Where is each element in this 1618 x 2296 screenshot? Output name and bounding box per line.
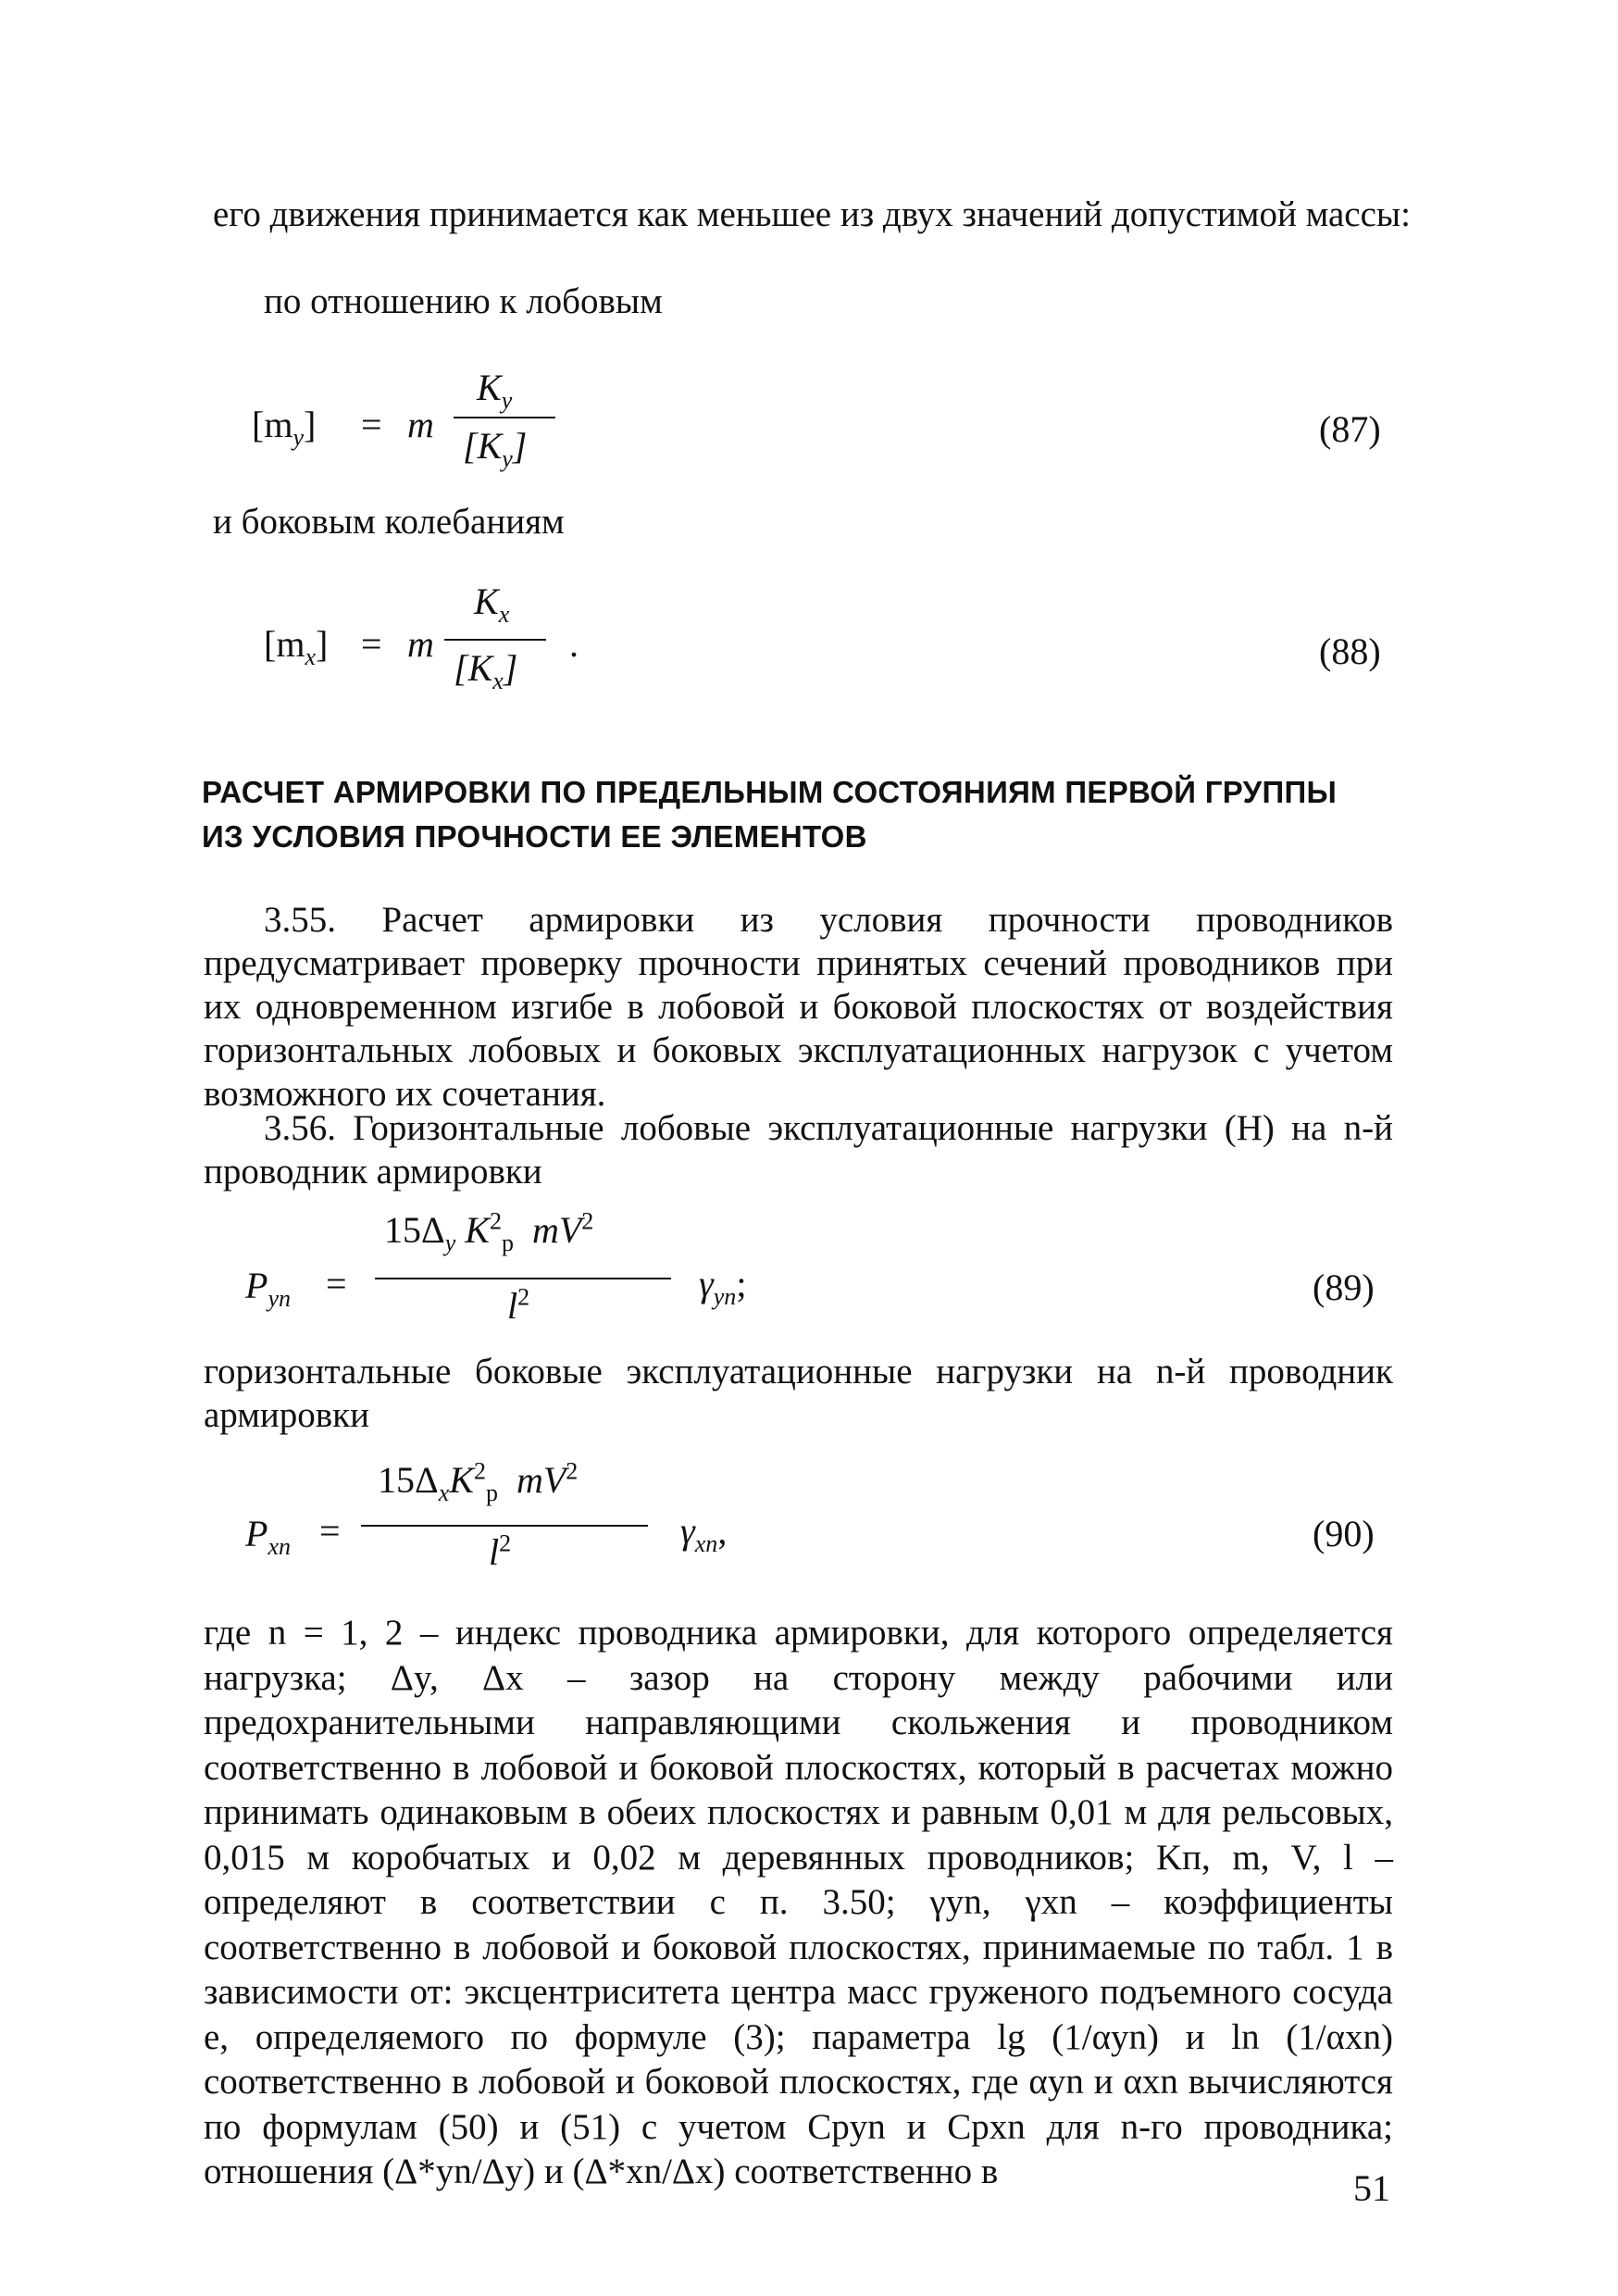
intro-paragraph: его движения принимается как меньшее из двух значений допустимой массы: [213,194,1411,234]
eq88-fraction-bar [444,639,546,641]
eq87-number: (87) [1319,408,1381,450]
eq89-lhs: $P_{yn}$ [245,1265,291,1312]
eq88-number: (88) [1319,630,1381,672]
equation-87 [0,361,1618,491]
eq87-denominator: $[K_y]$ [463,425,528,472]
eq90-numerator: $15\Delta_xK^2_p$ $mV^2$ [378,1457,579,1506]
section-heading-line-2: ИЗ УСЛОВИЯ ПРОЧНОСТИ ЕЕ ЭЛЕМЕНТОВ [202,819,867,854]
paragraph-3-55: 3.55. Расчет армировки из условия прочности проводников предусматривает проверку прочности принятых сечений проводников при их одновременном изгибе в лобовой и боковой плоскостях от воздействия горизонтальных лобовых и боковых эксплуатационных нагрузок с учетом возможного их сочетания. [204,900,1393,1114]
eq88-lhs: $[m_x]$ [264,623,329,670]
eq88-numerator: $K_x$ [474,580,510,628]
line-side-oscillations: и боковым колебаниям [213,502,565,542]
page-number: 51 [1353,2167,1390,2209]
equation-90 [0,1458,1618,1597]
eq89-numerator: $15\Delta_y$ $K^2_p$ $mV^2$ [384,1207,594,1256]
eq88-m: m [407,623,434,665]
equation-88 [0,574,1618,704]
eq87-fraction-bar [454,417,555,418]
section-heading-line-1: РАСЧЕТ АРМИРОВКИ ПО ПРЕДЕЛЬНЫМ СОСТОЯНИЯМ ПЕРВОЙ ГРУППЫ [202,775,1338,809]
eq90-gamma: $\gamma_{xn}$, [680,1510,728,1557]
eq87-equals: = [361,404,382,445]
eq88-denominator: $[K_x]$ [454,647,518,694]
eq90-fraction-bar [361,1525,648,1527]
paragraph-side-loads: горизонтальные боковые эксплуатационные нагрузки на n-й проводник армировки [204,1352,1393,1435]
eq89-gamma: $\gamma_{yn}$; [699,1263,747,1310]
eq87-m: m [407,404,434,445]
eq90-lhs: $P_{xn}$ [245,1513,291,1560]
eq90-equals: = [319,1510,341,1552]
eq89-fraction-bar [375,1278,671,1279]
eq88-period: . [569,623,579,665]
eq88-equals: = [361,623,382,665]
equation-89 [0,1208,1618,1347]
eq90-number: (90) [1313,1513,1375,1554]
paragraph-3-56: 3.56. Горизонтальные лобовые эксплуатационные нагрузки (Н) на n-й проводник армировки [204,1108,1393,1192]
eq89-equals: = [326,1263,347,1304]
eq89-denominator: $l^2$ [507,1283,530,1327]
paragraph-definitions: где n = 1, 2 – индекс проводника армировки, для которого определяется нагрузка; Δy, Δx – зазор на сторону между рабочими или предохранительными направляющими скольжения и проводником соответственно в лобовой и боковой плоскостях, который в расчетах можно принимать одинаковым в обеих плоскостях и равным 0,01 м для рельсовых, 0,015 м коробчатых и 0,02 м деревянных проводников; Kп, m, V, l – определяют в соответствии с п. 3.50; γyn, γxn – коэффициенты соответственно в лобовой и боковой плоскостях, принимаемые по табл. 1 в зависимости от: эксцентриситета центра масс груженого подъемного сосуда e, определяемого по формуле (3); параметра lg (1/αyn) и ln (1/αxn) соответственно в лобовой и боковой плоскостях, где αyn и αxn вычисляются по формулам (50) и (51) с учетом Cpyn и Cpxn для n-го проводника; отношения (Δ*yn/Δy) и (Δ*xn/Δx) соответственно в [204,1613,1393,2191]
eq89-number: (89) [1313,1267,1375,1308]
eq87-numerator: $K_y$ [477,367,513,414]
intro-line-frontal: по отношению к лобовым [264,281,663,321]
eq87-lhs: $[m_y]$ [252,404,317,451]
eq90-denominator: $l^2$ [489,1529,512,1573]
